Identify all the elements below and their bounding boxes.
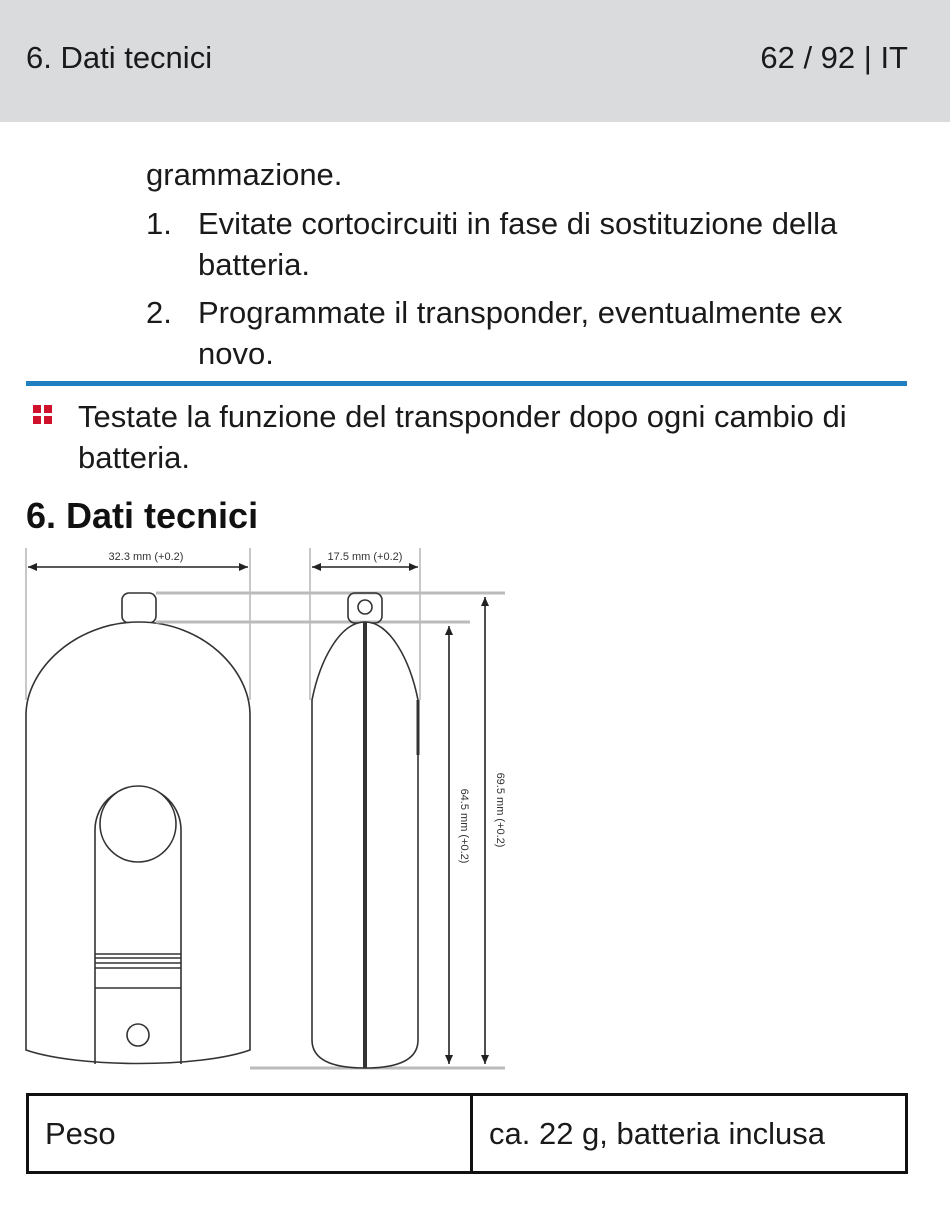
total-height-label: 69.5 mm (+0.2)	[494, 772, 506, 848]
header-page-indicator: 62 / 92 | IT	[760, 40, 908, 75]
table-row	[28, 1095, 907, 1173]
step-text: Programmate il transponder, eventualmente ex novo.	[198, 295, 843, 371]
transponder-dimension-drawing	[0, 540, 520, 1075]
front-width-label: 32.3 mm (+0.2)	[108, 551, 184, 563]
spec-value: ca. 22 g, batteria inclusa	[472, 1095, 907, 1173]
step-number: 2.	[146, 295, 172, 330]
spec-table	[26, 1093, 908, 1174]
page-header	[0, 0, 950, 122]
side-width-label: 17.5 mm (+0.2)	[327, 551, 403, 563]
step-number: 1.	[146, 206, 172, 241]
note-text: Testate la funzione del transponder dopo ogni cambio di batteria.	[78, 399, 847, 475]
continuation-text: grammazione.	[146, 157, 343, 192]
spec-label: Peso	[28, 1095, 472, 1173]
header-chapter-title: 6. Dati tecnici	[26, 40, 213, 75]
step-text: Evitate cortocircuiti in fase di sostituzione della batteria.	[198, 206, 838, 282]
body-height-label: 64.5 mm (+0.2)	[458, 788, 470, 864]
section-title: 6. Dati tecnici	[26, 495, 259, 536]
note-divider	[26, 381, 907, 386]
note-squares-icon	[33, 405, 53, 425]
